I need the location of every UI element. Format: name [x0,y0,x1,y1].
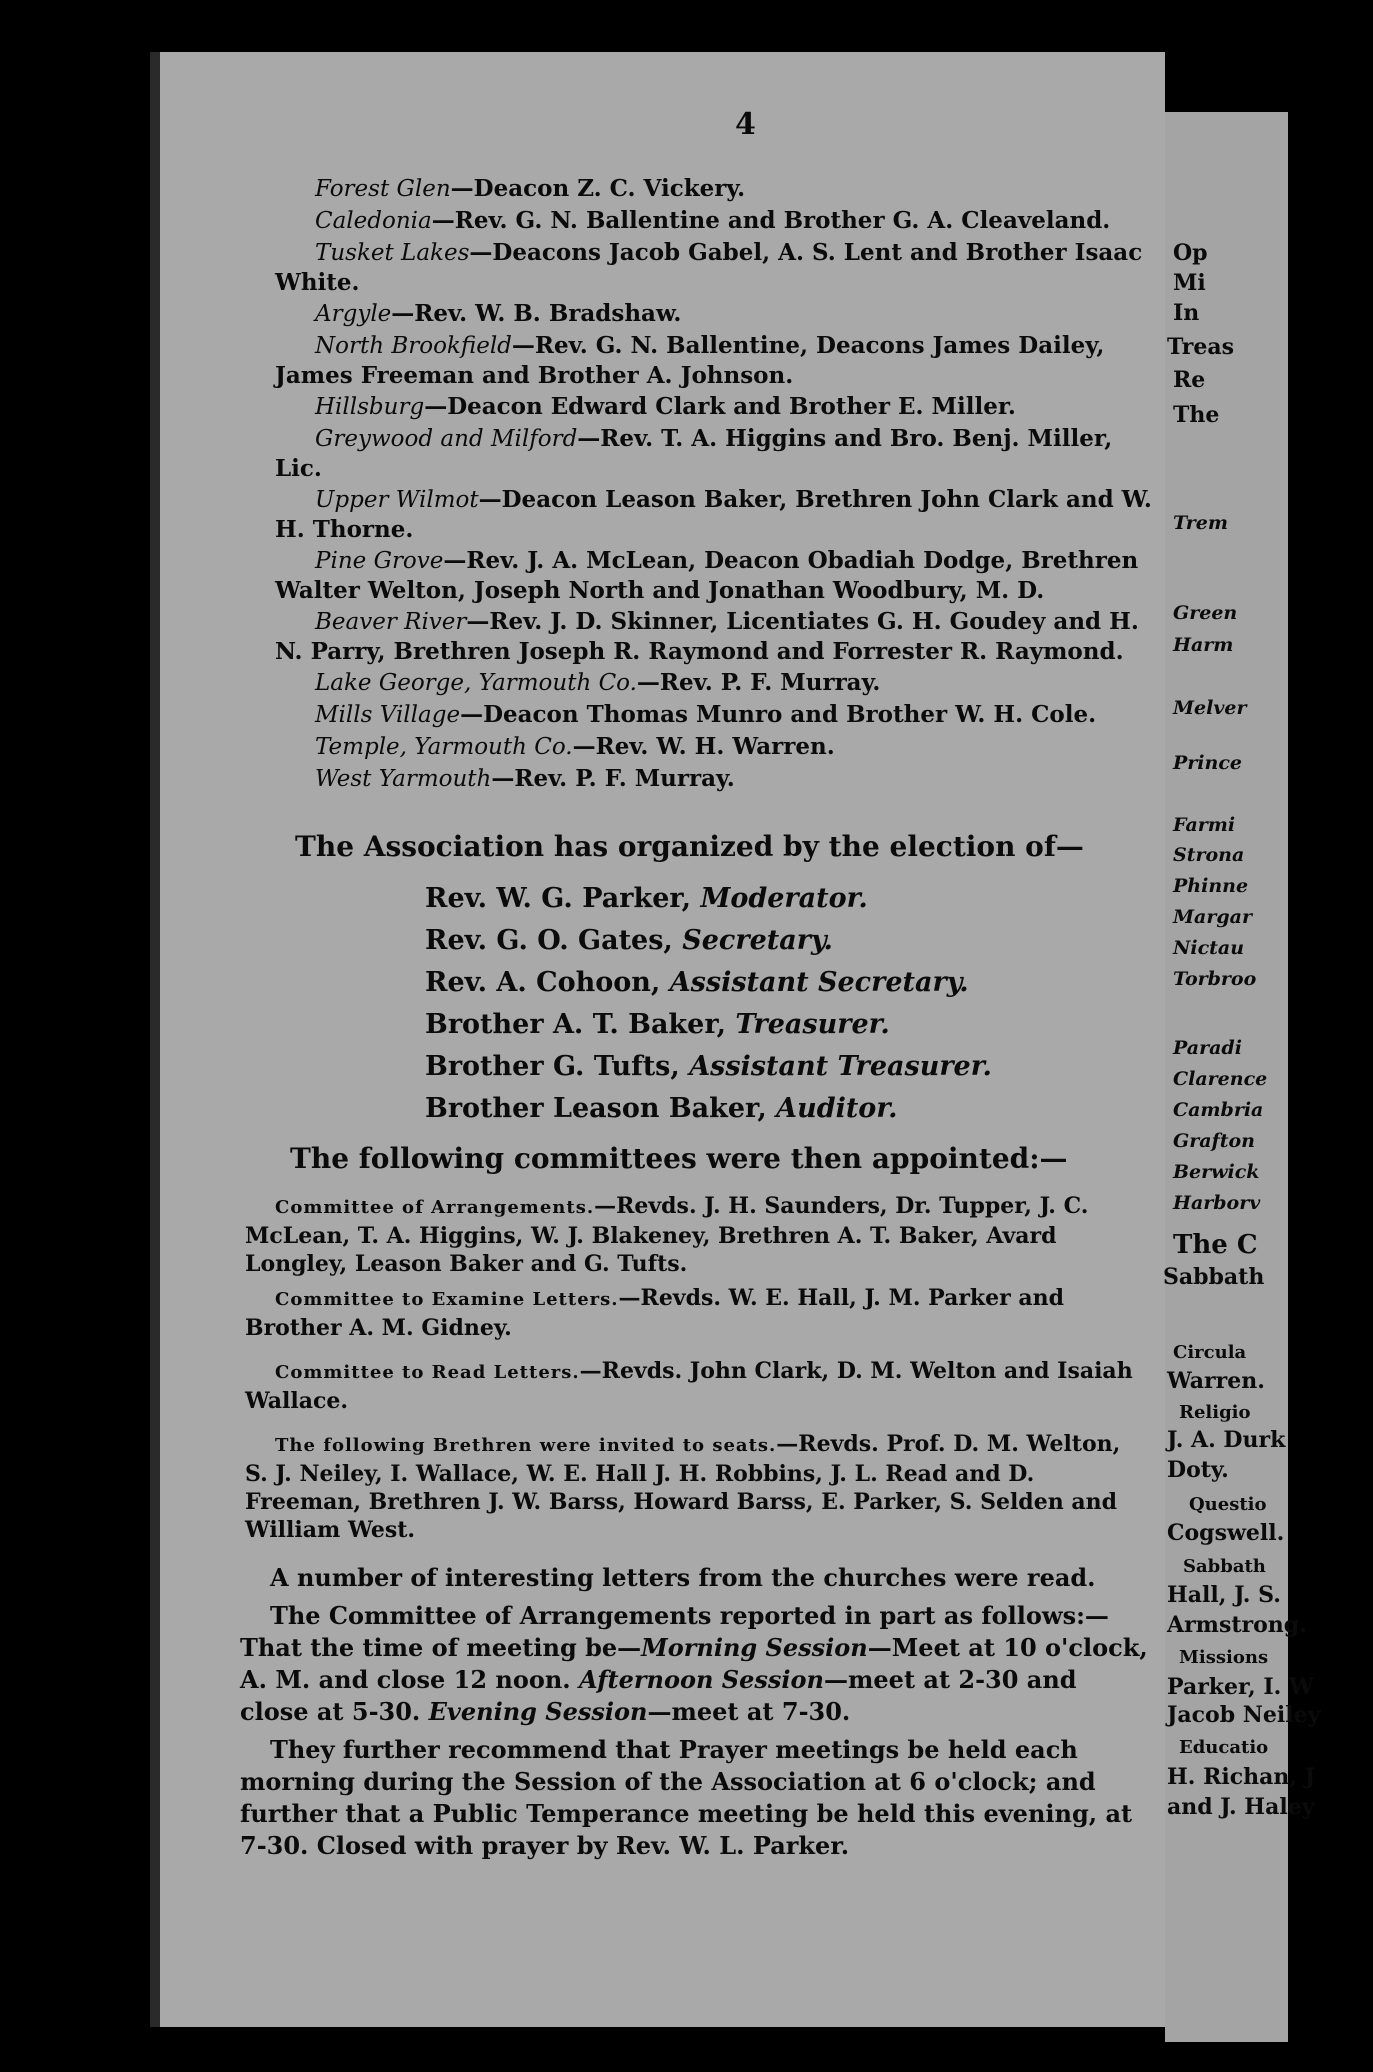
delegates: —Deacon Leason Baker, Brethren John Clark and W. H. Thorne. [275,486,1152,543]
church-name: Pine Grove [315,548,444,574]
officer-row [425,1046,1125,1088]
officer-role: Secretary. [682,925,833,956]
officer-name: Rev. W. G. Parker, [425,883,692,914]
church-name: Forest Glen [315,176,451,202]
delegates: —Rev. J. D. Skinner, Licentiates G. H. Goudey and H. N. Parry, Brethren Joseph R. Raymond and Forrester R. Raymond. [275,608,1139,665]
officer-row [425,878,1125,920]
delegate-entry [275,238,1165,297]
committee-members: —Revds. W. E. Hall, J. M. Parker and Brother A. M. Gidney. [245,1285,1065,1341]
letters-read: A number of interesting letters from the churches were read. [270,1563,1096,1592]
committee-members: —Revds. Prof. D. M. Welton, S. J. Neiley, I. Wallace, W. E. Hall J. H. Robbins, J. L. Read and D. Freeman, Brethren J. W. Barss, Howard Barss, E. Parker, S. Selden and William West. [245,1431,1121,1543]
church-name: Mills Village [315,702,461,728]
committee-heading: Committee to Read Letters. [275,1362,580,1383]
church-name: Greywood and Milford [315,426,578,452]
committee-heading: Committee of Arrangements. [275,1197,595,1218]
delegates: —Deacon Edward Clark and Brother E. Miller. [424,393,1016,420]
officer-row [425,1088,1125,1130]
closing-section [240,1562,1150,1868]
delegate-entry [275,174,1165,204]
delegates: —Rev. P. F. Murray. [636,669,881,696]
delegate-entry [275,331,1165,390]
delegates: —Rev. G. N. Ballentine and Brother G. A. Cleaveland. [431,207,1111,234]
church-name: Beaver River [315,609,467,635]
delegate-entry [275,668,1165,698]
church-name: Temple, Yarmouth Co. [315,734,573,760]
officer-row [425,962,1125,1004]
officer-role: Auditor. [776,1093,898,1124]
officer-role: Treasurer. [735,1009,890,1040]
delegates: —Rev. P. F. Murray. [491,765,735,792]
delegate-entry [275,299,1165,329]
committee-heading: Committee to Examine Letters. [275,1289,619,1310]
delegates: —Rev. W. B. Bradshaw. [391,300,682,327]
church-name: Caledonia [315,208,432,234]
committee-members: —Revds. J. H. Saunders, Dr. Tupper, J. C. McLean, T. A. Higgins, W. J. Blakeney, Brethren A. T. Baker, Avard Longley, Leason Baker and G. Tufts. [245,1193,1089,1277]
delegates: —Rev. G. N. Ballentine, Deacons James Dailey, James Freeman and Brother A. Johnson. [275,332,1105,389]
delegate-entry [275,700,1165,730]
committee-heading: The following Brethren were invited to seats. [275,1435,777,1456]
adjacent-page-fragment: Op Mi In Treas Re The Trem Green Harm Melver Prince Farmi Strona Phinne Margar Nictau Torbroo Paradi Clarence Cambria Grafton Berwick Harborv The C Sabbath Circula Warren. Religio J. A. Durk Doty. Questio Cogswell. Sabbath Hall, J. S. Armstrong. Missions Parker, I. W Jacob Neiley Educatio H. Richan, J and J. Haley [1165,112,1288,2042]
delegates: —Rev. T. A. Higgins and Bro. Benj. Miller, Lic. [275,425,1113,482]
officers-list [425,878,1125,1130]
morning-session: Morning Session [641,1633,868,1662]
committee-paragraph [245,1430,1145,1544]
delegate-list [275,174,1165,796]
church-name: North Brookfield [315,333,512,359]
evening-session: Evening Session [428,1697,648,1726]
delegate-entry [275,607,1165,666]
delegates: —Rev. W. H. Warren. [572,733,835,760]
committee-members: —Revds. John Clark, D. M. Welton and Isaiah Wallace. [245,1358,1133,1414]
committees-intro: The following committees were then appointed:— [290,1142,1068,1175]
church-name: Lake George, Yarmouth Co. [315,670,637,696]
organized-statement: The Association has organized by the election of— [295,830,1084,863]
delegate-entry [275,424,1165,483]
officer-row [425,1004,1125,1046]
church-name: Argyle [315,301,392,327]
officer-role: Assistant Secretary. [669,967,969,998]
committee-paragraph [245,1284,1145,1342]
delegate-entry [275,732,1165,762]
prayer-recommendation: They further recommend that Prayer meetings be held each morning during the Session of the Association at 6 o'clock; and further that a Public Temperance meeting be held this evening, at 7-30. Closed with prayer by Rev. W. L. Parker. [240,1735,1133,1860]
church-name: West Yarmouth [315,766,492,792]
document-page [150,52,1165,2027]
officer-role: Assistant Treasurer. [689,1051,992,1082]
committee-paragraph [245,1192,1145,1278]
committee-paragraph [245,1357,1145,1415]
delegates: —Deacon Z. C. Vickery. [450,175,746,202]
afternoon-session: Afternoon Session [579,1665,825,1694]
officer-name: Rev. A. Cohoon, [425,967,661,998]
delegates: —Rev. J. A. McLean, Deacon Obadiah Dodge, Brethren Walter Welton, Joseph North and Jonathan Woodbury, M. D. [275,547,1139,604]
officer-name: Brother G. Tufts, [425,1051,680,1082]
officer-name: Brother A. T. Baker, [425,1009,726,1040]
delegate-entry [275,764,1165,794]
church-name: Upper Wilmot [315,487,479,513]
delegate-entry [275,206,1165,236]
page-number: 4 [735,107,756,142]
officer-name: Rev. G. O. Gates, [425,925,673,956]
delegate-entry [275,546,1165,605]
officer-name: Brother Leason Baker, [425,1093,767,1124]
officer-role: Moderator. [700,883,868,914]
church-name: Tusket Lakes [315,240,470,266]
delegates: —Deacon Thomas Munro and Brother W. H. Cole. [460,701,1097,728]
delegate-entry [275,485,1165,544]
delegate-entry [275,392,1165,422]
arrangements-report: The Committee of Arrangements reported in part as follows:—That the time of meeting be—Morning Session—Meet at 10 o'clock, A. M. and close 12 noon. Afternoon Session—meet at 2-30 and close at 5-30. Evening Session—meet at 7-30. [240,1601,1148,1726]
delegates: —Deacons Jacob Gabel, A. S. Lent and Brother Isaac White. [275,239,1143,296]
church-name: Hillsburg [315,394,425,420]
officer-row [425,920,1125,962]
